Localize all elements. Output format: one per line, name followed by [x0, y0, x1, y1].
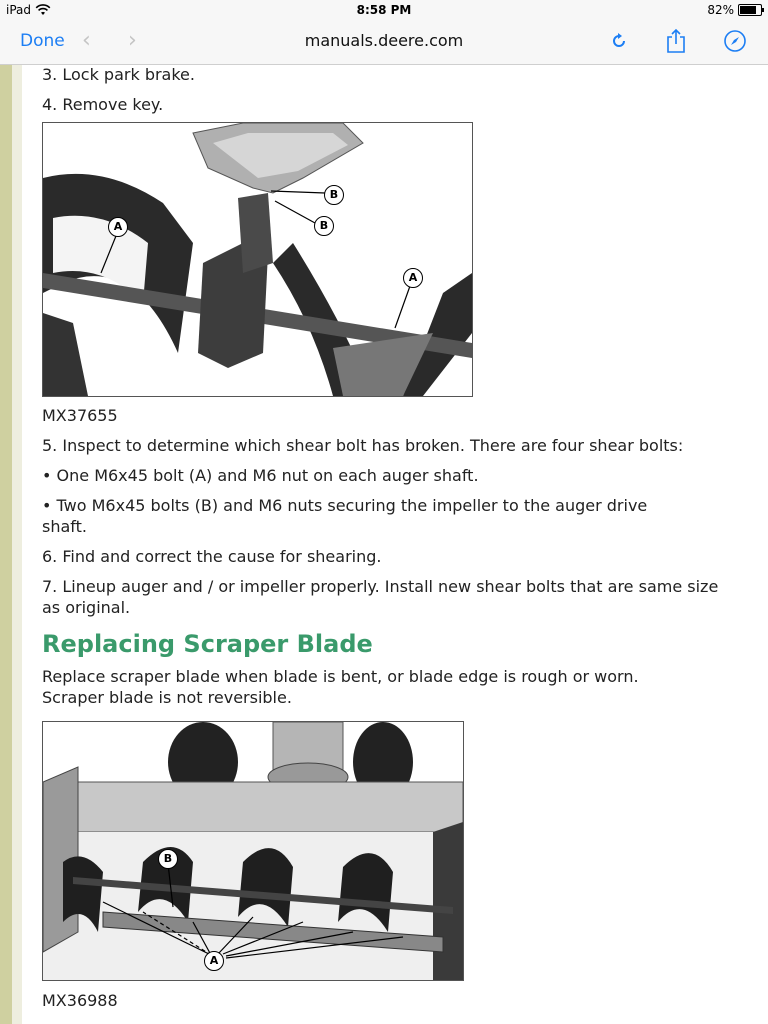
callout-label: A — [108, 217, 128, 237]
callout-label: B — [158, 849, 178, 869]
callout-label: B — [324, 185, 344, 205]
page-margin-strip-light — [12, 65, 22, 1024]
reload-icon[interactable] — [604, 26, 634, 56]
step-5: 5. Inspect to determine which shear bolt has broken. There are four shear bolts: — [42, 436, 684, 455]
bullet-2: • Two M6x45 bolts (B) and M6 nuts securing the impeller to the auger drive shaft. — [42, 496, 648, 536]
compass-icon[interactable] — [720, 26, 750, 56]
section-heading: Replacing Scraper Blade — [42, 630, 373, 658]
figure-scraper-blade — [42, 721, 464, 981]
section-paragraph: Replace scraper blade when blade is bent, or blade edge is rough or worn. Scraper blade is not reversible. — [42, 667, 639, 707]
step-6: 6. Find and correct the cause for shearing. — [42, 547, 382, 566]
status-right — [707, 3, 762, 17]
share-icon[interactable] — [661, 26, 691, 56]
manual-content-2 — [42, 405, 742, 708]
callout-label: A — [204, 951, 224, 971]
back-chevron-icon[interactable]: ‹ — [82, 28, 91, 53]
figure-1-caption: MX37655 — [42, 406, 118, 425]
browser-nav-bar — [0, 20, 768, 65]
battery-percent: 82% — [707, 3, 734, 17]
done-button[interactable]: Done — [20, 31, 65, 51]
callout-label: A — [403, 268, 423, 288]
battery-icon — [738, 4, 762, 16]
device-name: iPad — [6, 3, 32, 17]
figure-2-caption: MX36988 — [42, 991, 118, 1010]
step-7: 7. Lineup auger and / or impeller properly. Install new shear bolts that are same size as original. — [42, 577, 719, 617]
shear-bolt-illustration — [43, 123, 472, 396]
page-margin-strip — [0, 65, 12, 1024]
bullet-1: • One M6x45 bolt (A) and M6 nut on each auger shaft. — [42, 466, 479, 485]
url-display[interactable]: manuals.deere.com — [304, 31, 464, 50]
figure-shear-bolts — [42, 122, 473, 397]
forward-chevron-icon[interactable]: › — [128, 28, 137, 53]
status-time: 8:58 PM — [356, 3, 412, 17]
step-4: 4. Remove key. — [42, 95, 164, 114]
status-bar — [0, 0, 768, 20]
scraper-blade-illustration — [43, 722, 463, 980]
step-3: 3. Lock park brake. — [42, 65, 195, 84]
callout-label: B — [314, 216, 334, 236]
